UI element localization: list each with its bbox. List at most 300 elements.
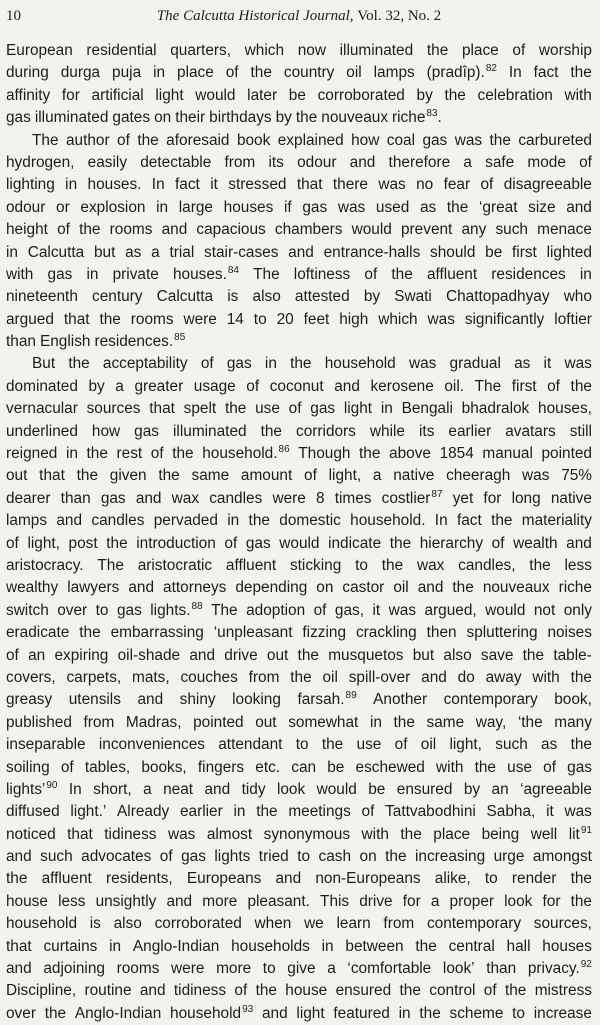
word: houses. <box>87 176 142 194</box>
word: in <box>6 243 18 261</box>
word: rooms <box>116 960 160 978</box>
word: still <box>569 422 592 440</box>
word: In <box>151 176 165 194</box>
word: privacy.$^{92}$ <box>527 959 592 978</box>
word: was <box>522 467 550 485</box>
journal-issue: Vol. 32, No. 2 <box>357 8 442 24</box>
word: ‘unpleasant <box>213 624 293 642</box>
word: durga <box>60 64 101 82</box>
word: of <box>224 534 238 552</box>
word: being <box>481 825 520 843</box>
word: the <box>399 982 421 1000</box>
word: drive <box>224 646 258 664</box>
word: residents, <box>105 870 173 888</box>
word: place <box>177 64 214 82</box>
word: would <box>279 534 320 552</box>
word: be <box>368 780 386 798</box>
word: and <box>566 534 592 552</box>
footnote-ref: 91 <box>580 824 592 836</box>
word: alike, <box>434 870 471 888</box>
word: scheme <box>449 1004 504 1022</box>
word: of <box>579 153 592 171</box>
word: the <box>400 825 422 843</box>
word: quarters, <box>170 42 231 59</box>
word: that <box>67 825 93 843</box>
word: more <box>202 892 238 910</box>
word: residential <box>86 42 157 59</box>
word: do <box>457 668 475 686</box>
word: the <box>385 848 407 866</box>
word: Tattvabodhini <box>385 803 476 821</box>
word: gas <box>116 601 142 619</box>
word: mats, <box>132 668 170 686</box>
word: less <box>564 556 592 574</box>
word: but <box>93 243 116 261</box>
word: 1854 <box>439 445 474 463</box>
word: aristocracy. <box>6 556 84 574</box>
word: of <box>483 982 497 1000</box>
word: less <box>58 892 86 910</box>
word: fact <box>533 64 559 82</box>
word: by <box>275 109 292 127</box>
word: meetings <box>288 803 351 821</box>
word: the <box>106 534 128 552</box>
text-line <box>6 331 592 353</box>
word: books, <box>141 758 187 776</box>
word: usage <box>193 377 236 395</box>
word: from <box>383 915 415 933</box>
word: high <box>339 310 369 328</box>
word: look <box>504 892 533 910</box>
word: and <box>261 1004 288 1022</box>
word: large <box>178 198 213 216</box>
word: to <box>262 960 276 978</box>
word: such <box>495 221 528 239</box>
word: away <box>485 668 522 686</box>
word: introduction <box>136 534 216 552</box>
word: Another <box>373 691 428 709</box>
word: stressed <box>228 176 287 194</box>
word: and <box>139 982 166 1000</box>
word: the <box>44 1004 67 1022</box>
word: residences.$^{85}$ <box>94 332 186 351</box>
word: place <box>461 42 499 59</box>
footnote-ref: 87 <box>431 488 443 500</box>
word: the <box>570 668 592 686</box>
word: Chattopadhyay <box>446 288 550 306</box>
word: the <box>137 131 159 149</box>
word: with <box>361 825 389 843</box>
word: Anglo-Indian <box>74 1004 162 1022</box>
word: the <box>415 937 437 955</box>
word: is <box>227 288 239 306</box>
word: the <box>570 870 592 888</box>
word: and <box>6 848 32 866</box>
word: the <box>79 624 101 642</box>
word: corroborated <box>154 915 242 933</box>
word: gas <box>567 758 592 776</box>
word: above <box>389 445 431 463</box>
word: only <box>563 601 592 619</box>
word: therefore <box>388 153 451 171</box>
word: to <box>253 310 267 328</box>
word: for <box>483 489 502 507</box>
word: noticed <box>6 825 56 843</box>
word: the <box>570 892 592 910</box>
word: lawyers <box>67 579 120 597</box>
word: of <box>200 355 214 373</box>
word: household. <box>350 512 426 530</box>
word: to <box>95 601 109 619</box>
word: lamps <box>6 512 48 530</box>
word: houses.$^{84}$ <box>172 264 239 283</box>
word: as <box>541 736 558 754</box>
word: the <box>504 982 527 1000</box>
word: light, <box>27 534 60 552</box>
word: neat <box>163 780 194 798</box>
word: country <box>283 64 335 82</box>
word: feet <box>303 310 330 328</box>
word: artificial <box>91 86 144 104</box>
word: utensils <box>68 691 121 709</box>
word: nineteenth <box>6 288 78 306</box>
word: to <box>512 1004 525 1022</box>
word: a <box>327 960 336 978</box>
word: rest <box>116 445 143 463</box>
word: table- <box>553 646 592 664</box>
word: candles <box>209 489 263 507</box>
word: pleasant. <box>247 892 310 910</box>
word: book, <box>554 691 592 709</box>
word: how <box>351 131 380 149</box>
word: wealthy <box>6 579 59 597</box>
word: for <box>61 86 80 104</box>
word: that <box>63 310 90 328</box>
word: trial <box>169 243 195 261</box>
word: and <box>189 646 216 664</box>
word: illuminated <box>34 109 109 127</box>
word: In <box>68 780 82 798</box>
word: attested <box>294 288 350 306</box>
word: pervaded <box>153 512 218 530</box>
text-line <box>6 689 592 711</box>
word: and <box>166 892 193 910</box>
word: central <box>448 937 495 955</box>
word: adjoining <box>43 960 105 978</box>
word: gas <box>226 355 252 373</box>
text-line <box>6 152 592 174</box>
word: riche$^{83}$. <box>392 108 442 127</box>
text-line <box>6 600 592 622</box>
word: lighting <box>6 176 55 194</box>
text-line <box>6 958 592 980</box>
word: riche <box>558 579 592 597</box>
body-text <box>6 40 592 1025</box>
word: oil. <box>444 377 465 395</box>
word: and <box>334 377 360 395</box>
word: avatars <box>505 422 556 440</box>
word: In <box>508 64 522 82</box>
text-line <box>6 197 592 219</box>
word: coal <box>386 131 415 149</box>
word: domestic <box>279 512 341 530</box>
word: pointed <box>541 445 592 463</box>
word: in <box>369 713 382 731</box>
word: in <box>398 1004 411 1022</box>
word: of <box>225 64 239 82</box>
word: hydrogen, <box>6 153 75 171</box>
word: of <box>6 646 19 664</box>
word: be <box>288 86 306 104</box>
word: their <box>175 109 206 127</box>
word: should <box>430 243 476 261</box>
word: drive <box>359 892 393 910</box>
word: manual <box>482 445 533 463</box>
word: spelt <box>183 400 217 418</box>
word: argued, <box>424 601 477 619</box>
word: the <box>570 736 592 754</box>
word: well <box>530 825 558 843</box>
word: increase <box>533 1004 592 1022</box>
word: The <box>253 265 280 283</box>
word: or <box>56 198 70 216</box>
word: such <box>495 736 528 754</box>
word: shiny <box>179 691 216 709</box>
word: was <box>564 355 592 373</box>
word: The <box>32 131 59 149</box>
word: of <box>60 758 74 776</box>
word: look’ <box>442 960 475 978</box>
word: Madras, <box>125 713 182 731</box>
word: the <box>474 758 496 776</box>
text-line <box>6 712 592 734</box>
text-line <box>6 107 592 129</box>
word: and <box>349 153 376 171</box>
word: oil <box>420 736 437 754</box>
text-line <box>6 824 592 846</box>
word: times <box>334 489 372 507</box>
word: hierarchy <box>419 534 484 552</box>
page-number: 10 <box>6 8 21 24</box>
text-line <box>6 801 592 823</box>
word: how <box>91 422 121 440</box>
word: that <box>39 467 65 485</box>
word: the <box>290 668 312 686</box>
word: odour <box>6 198 46 216</box>
word: loftier <box>554 310 592 328</box>
word: the <box>79 221 101 239</box>
word: 20 <box>276 310 294 328</box>
word: musquetos <box>328 646 404 664</box>
word: ensured <box>396 780 453 798</box>
word: greasy <box>6 691 53 709</box>
word: were <box>183 310 217 328</box>
word: affluent <box>225 556 277 574</box>
word: a <box>430 892 440 910</box>
word: the <box>381 556 404 574</box>
word: use <box>356 736 382 754</box>
word: ‘comfortable <box>347 960 432 978</box>
word: easily <box>87 153 128 171</box>
word: in <box>156 198 169 216</box>
text-line <box>6 510 592 532</box>
word: used <box>375 198 410 216</box>
word: eschewed <box>355 758 425 776</box>
word: if <box>283 198 292 216</box>
word: rooms <box>130 310 174 328</box>
word: household <box>6 915 78 933</box>
word: unsightly <box>95 892 157 910</box>
word: loftiness <box>293 265 351 283</box>
word: the <box>172 445 194 463</box>
word: Bengali <box>401 400 453 418</box>
word: advocates <box>81 848 152 866</box>
word: the <box>76 467 99 485</box>
word: to <box>355 556 368 574</box>
word: pointed <box>193 713 244 731</box>
word: depending <box>235 579 308 597</box>
word: houses, <box>538 400 592 418</box>
word: bhadralok <box>461 400 530 418</box>
word: Discipline, <box>6 982 77 1000</box>
word: who <box>563 288 592 306</box>
word: tried <box>258 848 289 866</box>
word: coconut <box>269 377 324 395</box>
word: the <box>419 1004 441 1022</box>
word: by <box>463 780 481 798</box>
word: of <box>6 534 19 552</box>
word: Already <box>117 803 170 821</box>
word: featured <box>333 1004 390 1022</box>
word: significantly <box>464 310 545 328</box>
word: and <box>161 221 188 239</box>
word: look <box>276 780 306 798</box>
word: fear <box>443 176 471 194</box>
word: The <box>97 556 124 574</box>
word: fizzing <box>302 624 347 642</box>
word: be <box>485 243 503 261</box>
word: to <box>297 848 311 866</box>
text-line <box>6 577 592 599</box>
word: the <box>6 870 28 888</box>
word: 75% <box>561 467 592 485</box>
text-line <box>6 264 592 286</box>
word: eradicate <box>6 624 70 642</box>
word: adoption <box>246 601 306 619</box>
word: its <box>419 422 435 440</box>
word: in <box>86 265 99 283</box>
word: the <box>224 400 247 418</box>
word: would <box>485 601 526 619</box>
word: and <box>417 579 444 597</box>
word: would <box>351 221 392 239</box>
word: gates <box>112 109 151 127</box>
word: in <box>233 803 246 821</box>
word: the <box>68 355 90 373</box>
text-line <box>6 174 592 196</box>
word: the <box>489 131 511 149</box>
word: and <box>128 579 155 597</box>
word: as <box>514 355 531 373</box>
word: of <box>159 848 173 866</box>
word: oil <box>322 668 338 686</box>
word: of <box>361 803 375 821</box>
word: inconveniences <box>98 736 205 754</box>
word: Calcutta <box>27 243 85 261</box>
word: in <box>153 64 166 82</box>
word: was <box>564 803 592 821</box>
text-line <box>6 85 592 107</box>
word: when <box>254 915 292 933</box>
word: light.’ <box>70 803 107 821</box>
word: later <box>247 86 278 104</box>
word: expiring <box>54 646 109 664</box>
word: to <box>295 736 309 754</box>
word: stair-cases <box>204 243 279 261</box>
word: almost <box>206 825 253 843</box>
word: we <box>304 915 324 933</box>
word: gas <box>134 422 159 440</box>
footnote-ref: 88 <box>191 600 203 612</box>
word: safe <box>485 153 515 171</box>
word: native <box>550 489 592 507</box>
word: gas <box>181 848 206 866</box>
text-line <box>6 62 592 84</box>
word: gas <box>245 534 271 552</box>
word: lighted <box>546 243 592 261</box>
word: there <box>332 176 368 194</box>
word: greater <box>134 377 184 395</box>
word: kerosene <box>370 377 434 395</box>
word: household <box>324 355 396 373</box>
word: of <box>288 400 302 418</box>
word: it <box>543 355 552 373</box>
word: over <box>6 1004 36 1022</box>
word: spluttering <box>466 624 538 642</box>
word: switch <box>6 601 49 619</box>
word: materiality <box>521 512 592 530</box>
word: 14 <box>226 310 244 328</box>
word: a <box>115 377 124 395</box>
word: was <box>427 310 455 328</box>
word: the <box>86 445 108 463</box>
word: wax <box>171 489 200 507</box>
word: worship <box>538 42 592 59</box>
word: of <box>491 534 505 552</box>
word: light <box>155 86 184 104</box>
word: such <box>40 848 73 866</box>
word: the <box>393 713 415 731</box>
word: same <box>191 467 230 485</box>
word: a <box>463 153 472 171</box>
word: be <box>327 758 345 776</box>
word: urge <box>493 848 525 866</box>
word: cash <box>318 848 352 866</box>
word: the <box>248 512 270 530</box>
word: the <box>570 64 592 82</box>
word: save <box>480 646 514 664</box>
word: as <box>125 243 142 261</box>
word: gas <box>6 109 31 127</box>
word: This <box>320 892 350 910</box>
word: indicate <box>328 534 382 552</box>
word: long <box>511 489 541 507</box>
text-line <box>6 667 592 689</box>
word: the <box>570 377 592 395</box>
word: of <box>547 377 560 395</box>
word: inseparable <box>6 736 86 754</box>
word: Europeans <box>186 870 262 888</box>
